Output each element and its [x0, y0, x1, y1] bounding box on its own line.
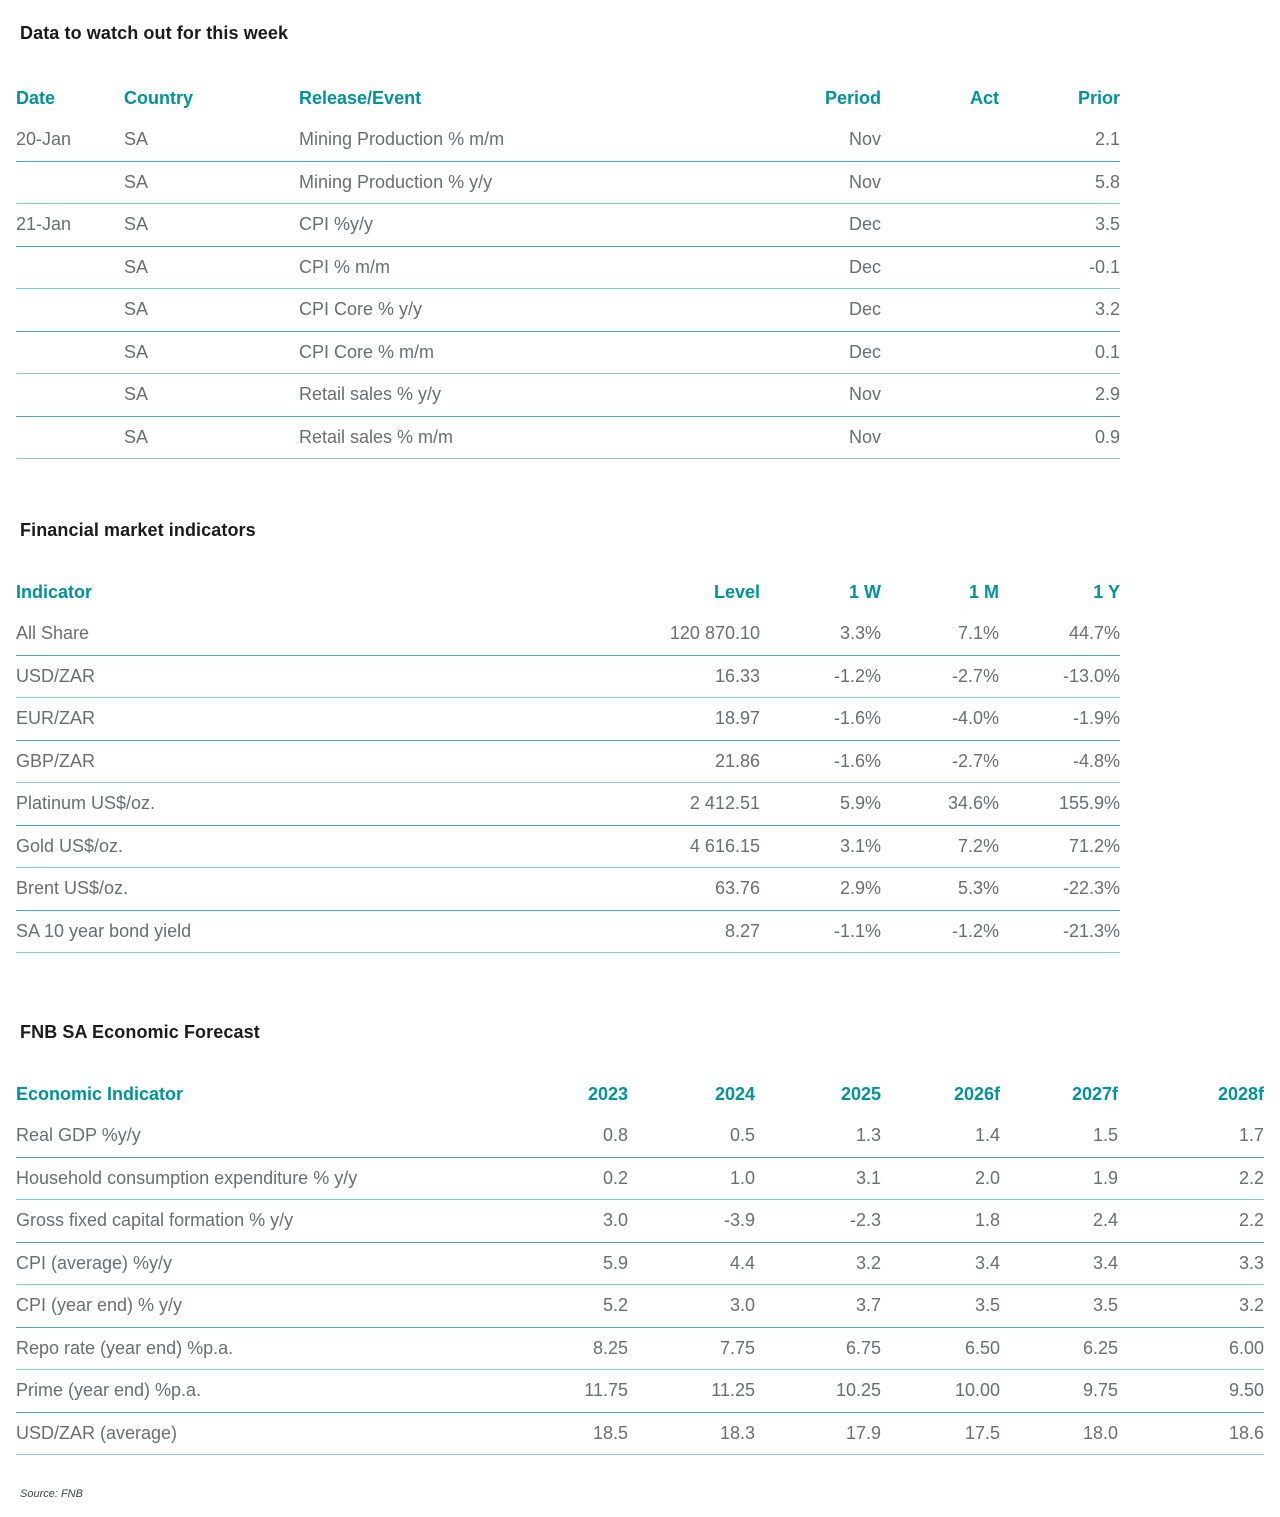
source-note: Source: FNB — [20, 1488, 83, 1500]
table-cell: 3.0 — [460, 1200, 628, 1243]
table-cell: 71.2% — [999, 825, 1120, 868]
table-cell: SA — [124, 246, 299, 289]
table-cell: CPI %y/y — [299, 204, 720, 247]
table-cell: SA — [124, 161, 299, 204]
table-cell: 18.5 — [460, 1412, 628, 1455]
table-cell — [881, 161, 999, 204]
table-cell: -22.3% — [999, 868, 1120, 911]
table-cell — [881, 289, 999, 332]
table-cell: 34.6% — [881, 783, 999, 826]
column-header-1-m: 1 M — [968, 581, 999, 602]
table-cell: -1.2% — [881, 910, 999, 953]
table-row — [16, 1412, 1264, 1455]
table-cell — [16, 161, 124, 204]
table-row — [16, 1327, 1264, 1370]
table-cell: 7.1% — [881, 613, 999, 655]
table-row — [16, 289, 1120, 332]
table-cell: 0.9 — [999, 416, 1120, 459]
table-cell: 18.97 — [460, 698, 760, 741]
table-cell: -2.7% — [881, 655, 999, 698]
table-cell: 3.5 — [1000, 1285, 1118, 1328]
table-cell: 0.5 — [628, 1115, 755, 1157]
table-cell: -4.0% — [881, 698, 999, 741]
table-cell: 7.2% — [881, 825, 999, 868]
table-cell: 11.25 — [628, 1370, 755, 1413]
table-row — [16, 416, 1120, 459]
table-cell: Mining Production % m/m — [299, 119, 720, 161]
table-cell: Nov — [720, 119, 881, 161]
table-row — [16, 1285, 1264, 1328]
table-row — [16, 1115, 1264, 1157]
table-cell: 1.9 — [1000, 1157, 1118, 1200]
section-title-fnb-sa-economic-forecast: FNB SA Economic Forecast — [20, 1022, 260, 1042]
table-cell: 2.2 — [1118, 1157, 1264, 1200]
table-row — [16, 204, 1120, 247]
table-cell: 3.2 — [1118, 1285, 1264, 1328]
table-row — [16, 825, 1120, 868]
table-cell: SA — [124, 119, 299, 161]
table-cell: 9.75 — [1000, 1370, 1118, 1413]
table-row — [16, 161, 1120, 204]
table-cell: 3.0 — [628, 1285, 755, 1328]
table-cell: 0.2 — [460, 1157, 628, 1200]
table-cell: Dec — [720, 289, 881, 332]
column-header-2025: 2025 — [840, 1083, 881, 1104]
table-cell: 3.3 — [1118, 1242, 1264, 1285]
table-cell: 1.4 — [881, 1115, 1000, 1157]
column-header-1-y: 1 Y — [1093, 581, 1120, 602]
table-cell: 3.5 — [881, 1285, 1000, 1328]
table-cell: -2.7% — [881, 740, 999, 783]
table-fnb-sa-economic-forecast — [16, 1073, 1264, 1455]
table-financial-market-indicators — [16, 571, 1120, 953]
table-cell: 2.1 — [999, 119, 1120, 161]
table-cell: SA — [124, 374, 299, 417]
table-cell — [881, 246, 999, 289]
table-cell: Retail sales % y/y — [299, 374, 720, 417]
table-header-row — [16, 571, 1120, 613]
table-cell: 2.2 — [1118, 1200, 1264, 1243]
table-row — [16, 1157, 1264, 1200]
table-cell: 18.3 — [628, 1412, 755, 1455]
table-cell: 11.75 — [460, 1370, 628, 1413]
table-cell: -13.0% — [999, 655, 1120, 698]
table-cell: Platinum US$/oz. — [16, 783, 460, 826]
table-cell: 5.9% — [760, 783, 881, 826]
table-cell: -1.6% — [760, 698, 881, 741]
column-header-economic-indicator: Economic Indicator — [16, 1083, 184, 1104]
table-row — [16, 613, 1120, 655]
table-cell: 1.7 — [1118, 1115, 1264, 1157]
table-row — [16, 1242, 1264, 1285]
table-cell — [881, 374, 999, 417]
column-header-act: Act — [969, 87, 999, 108]
table-cell: 6.25 — [1000, 1327, 1118, 1370]
table-cell: 16.33 — [460, 655, 760, 698]
table-cell: 3.1 — [755, 1157, 881, 1200]
table-cell: 0.1 — [999, 331, 1120, 374]
table-cell: 3.4 — [881, 1242, 1000, 1285]
table-cell: -0.1 — [999, 246, 1120, 289]
table-cell: 0.8 — [460, 1115, 628, 1157]
table-row — [16, 783, 1120, 826]
table-cell: 3.7 — [755, 1285, 881, 1328]
table-cell: SA — [124, 289, 299, 332]
table-row — [16, 740, 1120, 783]
table-cell: 21-Jan — [16, 204, 124, 247]
table-cell: Household consumption expenditure % y/y — [16, 1157, 460, 1200]
table-cell: -1.9% — [999, 698, 1120, 741]
table-cell: -3.9 — [628, 1200, 755, 1243]
table-row — [16, 1370, 1264, 1413]
table-cell: 7.75 — [628, 1327, 755, 1370]
table-cell: 18.0 — [1000, 1412, 1118, 1455]
table-cell: CPI (average) %y/y — [16, 1242, 460, 1285]
table-cell: 3.2 — [999, 289, 1120, 332]
table-cell: Nov — [720, 416, 881, 459]
table-row — [16, 331, 1120, 374]
column-header-country: Country — [124, 87, 193, 108]
table-cell: 6.50 — [881, 1327, 1000, 1370]
table-row — [16, 655, 1120, 698]
table-cell: 5.2 — [460, 1285, 628, 1328]
table-row — [16, 698, 1120, 741]
column-header-period: Period — [824, 87, 881, 108]
table-cell: 18.6 — [1118, 1412, 1264, 1455]
table-cell: Mining Production % y/y — [299, 161, 720, 204]
table-cell: 120 870.10 — [460, 613, 760, 655]
table-cell: 1.3 — [755, 1115, 881, 1157]
table-cell: -1.6% — [760, 740, 881, 783]
table-cell: Nov — [720, 374, 881, 417]
table-cell — [881, 331, 999, 374]
table-cell: Nov — [720, 161, 881, 204]
table-cell: CPI Core % m/m — [299, 331, 720, 374]
table-cell: 20-Jan — [16, 119, 124, 161]
table-cell: 4 616.15 — [460, 825, 760, 868]
table-cell: SA — [124, 416, 299, 459]
table-cell: CPI (year end) % y/y — [16, 1285, 460, 1328]
table-cell: -1.1% — [760, 910, 881, 953]
table-cell: 10.25 — [755, 1370, 881, 1413]
table-cell: 2.0 — [881, 1157, 1000, 1200]
table-cell — [881, 416, 999, 459]
table-cell: 3.3% — [760, 613, 881, 655]
table-cell: Brent US$/oz. — [16, 868, 460, 911]
table-cell: 44.7% — [999, 613, 1120, 655]
column-header-2027f: 2027f — [1071, 1083, 1118, 1104]
table-cell: -2.3 — [755, 1200, 881, 1243]
table-cell: Gross fixed capital formation % y/y — [16, 1200, 460, 1243]
table-cell: 17.5 — [881, 1412, 1000, 1455]
column-header-prior: Prior — [1077, 87, 1120, 108]
table-cell — [16, 416, 124, 459]
section-title-data-to-watch: Data to watch out for this week — [20, 23, 289, 43]
column-header-2028f: 2028f — [1217, 1083, 1264, 1104]
column-header-2026f: 2026f — [953, 1083, 1000, 1104]
table-cell: Dec — [720, 204, 881, 247]
table-cell: 3.1% — [760, 825, 881, 868]
table-cell: Retail sales % m/m — [299, 416, 720, 459]
table-cell: 155.9% — [999, 783, 1120, 826]
table-cell: 2.4 — [1000, 1200, 1118, 1243]
table-row — [16, 374, 1120, 417]
table-cell: 63.76 — [460, 868, 760, 911]
table-cell: 3.4 — [1000, 1242, 1118, 1285]
table-cell: -1.2% — [760, 655, 881, 698]
table-cell: CPI Core % y/y — [299, 289, 720, 332]
table-cell: SA — [124, 204, 299, 247]
table-cell: SA 10 year bond yield — [16, 910, 460, 953]
table-cell — [881, 204, 999, 247]
table-cell — [881, 119, 999, 161]
table-header-row — [16, 1073, 1264, 1115]
table-cell: Prime (year end) %p.a. — [16, 1370, 460, 1413]
table-cell: 2.9% — [760, 868, 881, 911]
table-cell: 5.3% — [881, 868, 999, 911]
table-cell: 4.4 — [628, 1242, 755, 1285]
table-cell: SA — [124, 331, 299, 374]
table-cell: Gold US$/oz. — [16, 825, 460, 868]
column-header-2024: 2024 — [714, 1083, 755, 1104]
column-header-indicator: Indicator — [16, 581, 93, 602]
table-row — [16, 910, 1120, 953]
column-header-release-event: Release/Event — [299, 87, 422, 108]
table-cell: 3.5 — [999, 204, 1120, 247]
table-cell: 1.8 — [881, 1200, 1000, 1243]
table-row — [16, 246, 1120, 289]
table-cell: 6.00 — [1118, 1327, 1264, 1370]
column-header-level: Level — [713, 581, 760, 602]
table-row — [16, 868, 1120, 911]
table-row — [16, 119, 1120, 161]
table-cell: Dec — [720, 331, 881, 374]
table-row — [16, 1200, 1264, 1243]
table-cell: 8.25 — [460, 1327, 628, 1370]
table-cell: Real GDP %y/y — [16, 1115, 460, 1157]
table-cell: 3.2 — [755, 1242, 881, 1285]
table-cell: 2.9 — [999, 374, 1120, 417]
table-cell: GBP/ZAR — [16, 740, 460, 783]
table-cell: 1.5 — [1000, 1115, 1118, 1157]
table-cell: -4.8% — [999, 740, 1120, 783]
table-cell: 5.8 — [999, 161, 1120, 204]
section-title-financial-market-indicators: Financial market indicators — [20, 520, 256, 540]
table-cell: USD/ZAR — [16, 655, 460, 698]
table-cell — [16, 374, 124, 417]
table-cell: 21.86 — [460, 740, 760, 783]
table-cell: -21.3% — [999, 910, 1120, 953]
table-cell: 9.50 — [1118, 1370, 1264, 1413]
table-cell: EUR/ZAR — [16, 698, 460, 741]
column-header-1-w: 1 W — [848, 581, 881, 602]
table-data-to-watch — [16, 77, 1120, 459]
column-header-2023: 2023 — [587, 1083, 628, 1104]
table-cell: CPI % m/m — [299, 246, 720, 289]
table-cell: 8.27 — [460, 910, 760, 953]
table-cell: 1.0 — [628, 1157, 755, 1200]
table-header-row — [16, 77, 1120, 119]
table-cell: Repo rate (year end) %p.a. — [16, 1327, 460, 1370]
table-cell: 2 412.51 — [460, 783, 760, 826]
table-cell: 5.9 — [460, 1242, 628, 1285]
table-cell — [16, 289, 124, 332]
column-header-date: Date — [16, 87, 56, 108]
table-cell: 10.00 — [881, 1370, 1000, 1413]
table-cell: Dec — [720, 246, 881, 289]
table-cell — [16, 331, 124, 374]
table-cell — [16, 246, 124, 289]
table-cell: All Share — [16, 613, 460, 655]
table-cell: USD/ZAR (average) — [16, 1412, 460, 1455]
table-cell: 17.9 — [755, 1412, 881, 1455]
table-cell: 6.75 — [755, 1327, 881, 1370]
